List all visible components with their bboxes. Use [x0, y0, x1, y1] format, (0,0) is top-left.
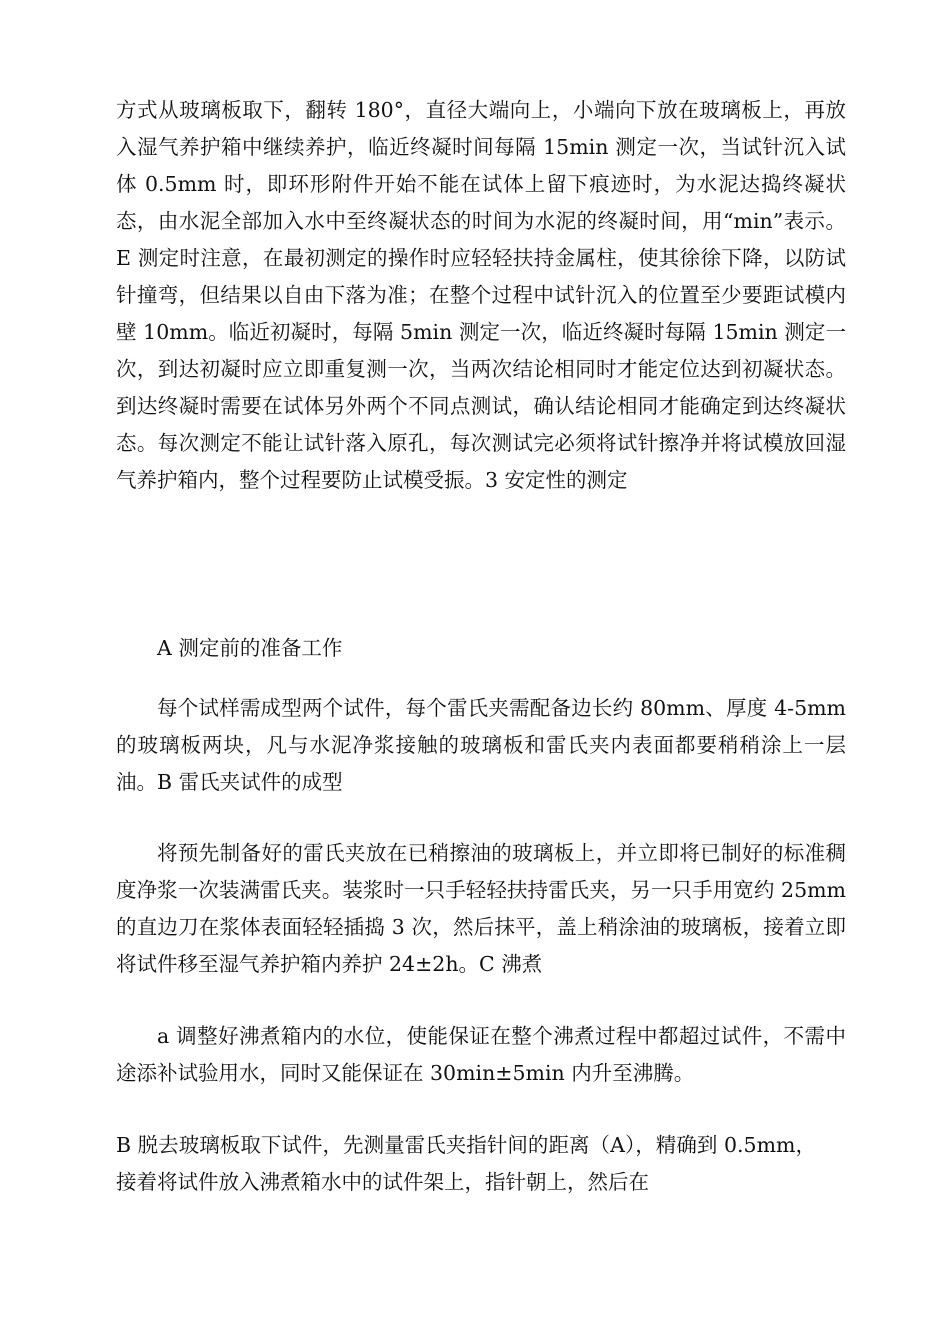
paragraph-boiling-water-level: a 调整好沸煮箱内的水位，使能保证在整个沸煮过程中都超过试件，不需中途添补试验用水，同时又能保证在 30min±5min 内升至沸腾。 — [116, 1024, 846, 1085]
paragraph-setting-time: 方式从玻璃板取下，翻转 180°，直径大端向上，小端向下放在玻璃板上，再放入湿气养护箱中继续养护，临近终凝时间每隔 15min 测定一次，当试针沉入试体 0.5mm 时，即环形附件开始不能在试体上留下痕迹时，为水泥达捣终凝状态，由水泥全部加入水中至终凝状态的时间为水泥的终凝时间，用“min”表示。E 测定时注意，在最初测定的操作时应轻轻扶持金属柱，使其徐徐下降，以防试针撞弯，但结果以自由下落为准；在整个过程中试针沉入的位置至少要距试模内壁 10mm。临近初凝时，每隔 5min 测定一次，临近终凝时每隔 15min 测定一次，到达初凝时应立即重复测一次，当两次结论相同时才能定位达到初凝状态。到达终凝时需要在试体另外两个不同点测试，确认结论相同才能确定到达终凝状态。每次测定不能让试针落入原孔，每次测试完必须将试针擦净并将试模放回湿气养护箱内，整个过程要防止试模受振。3 安定性的测定 — [116, 98, 846, 492]
paragraph-remove-glass: B 脱去玻璃板取下试件，先测量雷氏夹指针间的距离（A），精确到 0.5mm，接着将试件放入沸煮箱水中的试件架上，指针朝上，然后在 — [116, 1133, 816, 1194]
paragraph-preparation: 每个试样需成型两个试件，每个雷氏夹需配备边长约 80mm、厚度 4-5mm 的玻璃板两块，凡与水泥净浆接触的玻璃板和雷氏夹内表面都要稍稍涂上一层油。B 雷氏夹试件的成型 — [116, 696, 846, 794]
paragraph-molding: 将预先制备好的雷氏夹放在已稍擦油的玻璃板上，并立即将已制好的标准稠度净浆一次装满雷氏夹。装浆时一只手轻轻扶持雷氏夹，另一只手用宽约 25mm 的直边刀在浆体表面轻轻插捣 3 次，然后抹平，盖上稍涂油的玻璃板，接着立即将试件移至湿气养护箱内养护 24±2h。C 沸煮 — [116, 841, 846, 976]
heading-preparation: A 测定前的准备工作 — [157, 636, 343, 660]
